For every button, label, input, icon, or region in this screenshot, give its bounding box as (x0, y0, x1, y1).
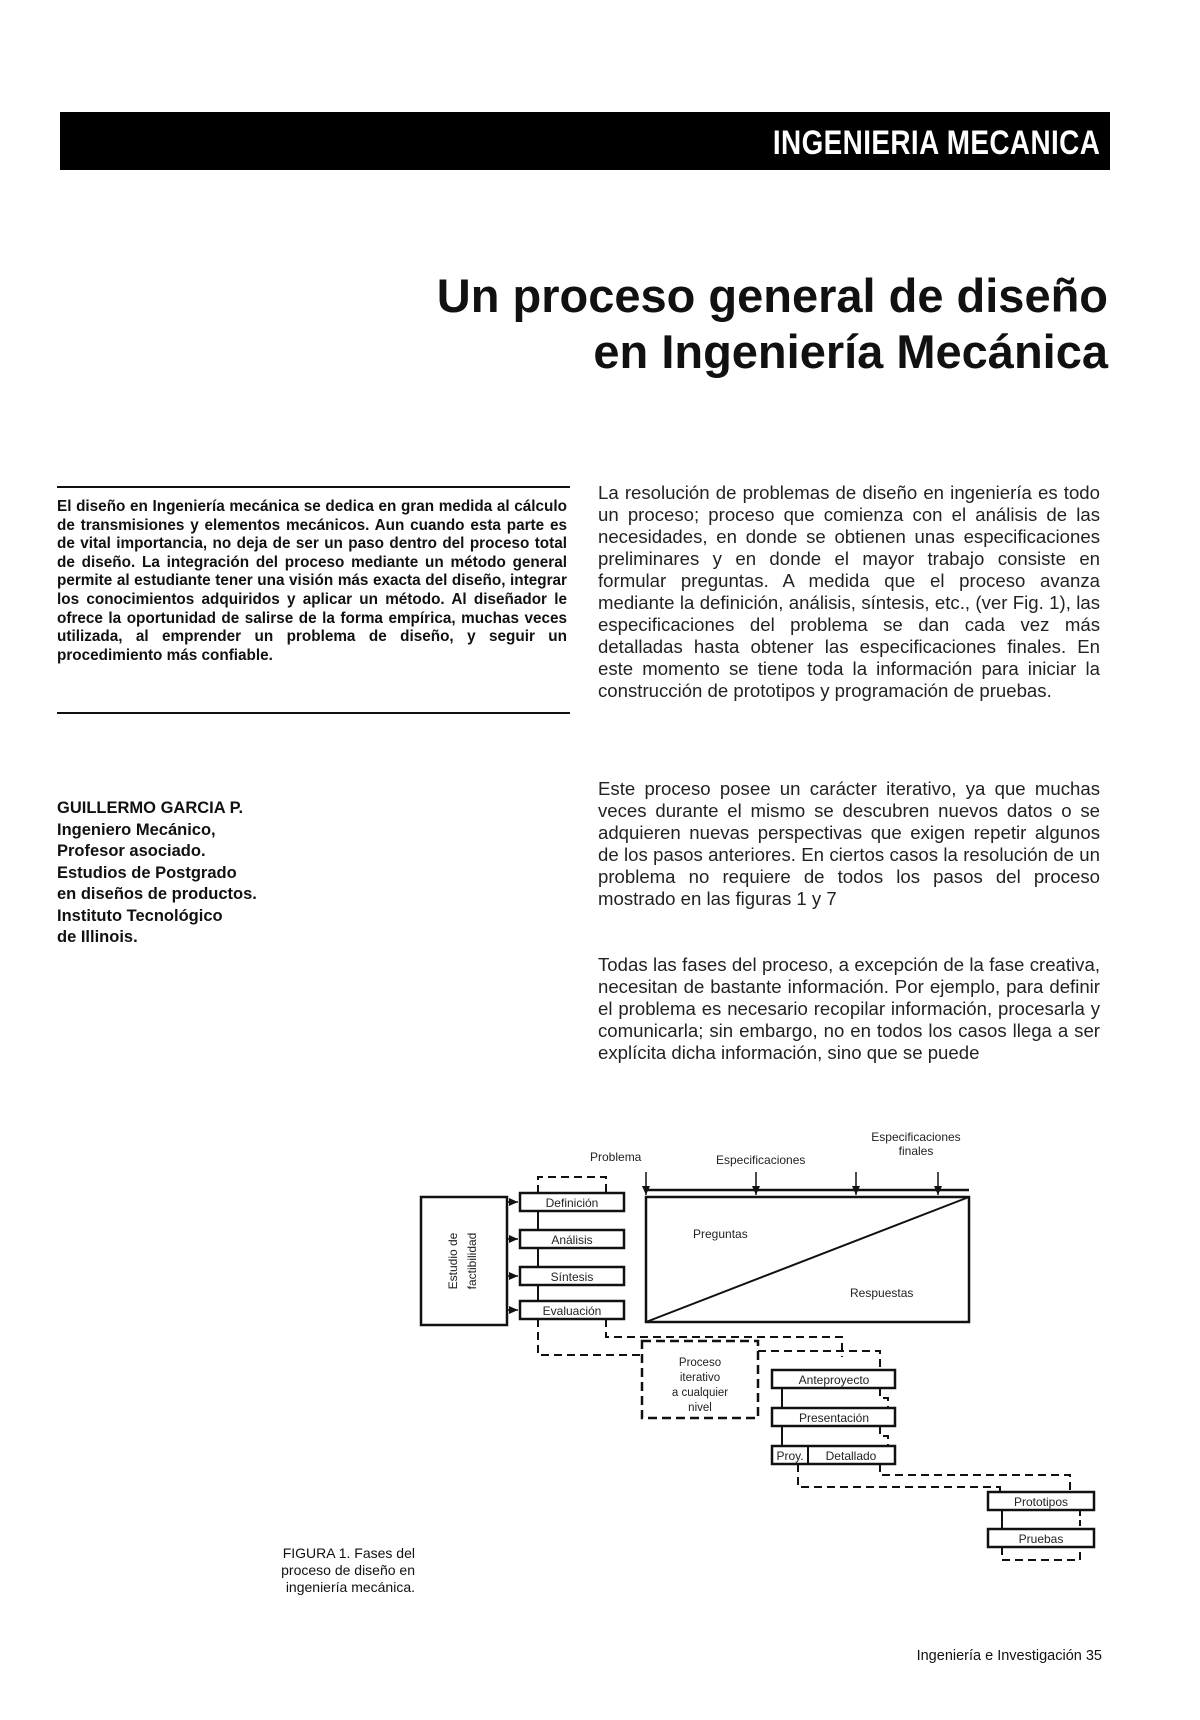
iterative-label: nivel (688, 1402, 712, 1414)
author-name: GUILLERMO GARCIA P. (57, 799, 244, 817)
author-line: Profesor asociado. (57, 842, 206, 860)
author-line: Instituto Tecnológico (57, 906, 223, 925)
abstract: El diseño en Ingeniería mecánica se dedica en gran medida al cálculo de transmisiones y elementos mecánicos. Aun cuando esta parte es de vital importancia, no deja de ser un paso dentro del proceso total de diseño. La integración del proceso mediante un método general permite al estudiante tener una visión más exacta del diseño, integrar los conocimientos adquiridos y aplicar un método. Al diseñador le ofrece la oportunidad de salirse de la forma empírica, muchas veces utilizada, al emprender un problema de diseño, y seguir un procedimiento más confiable. (57, 498, 567, 664)
body-paragraph-2: Este proceso posee un carácter iterativo, ya que muchas veces durante el mismo se descubren nuevos datos o se adquieren nuevas perspectivas que exigen repetir algunos de los pasos anteriores. En ciertos casos la resolución de un problema no requiere de todos los pasos del proceso mostrado en las figuras 1 y 7 (598, 778, 1100, 909)
body-paragraph-3: Todas las fases del proceso, a excepción de la fase creativa, necesitan de bastante información. Por ejemplo, para definir el problema es necesario recopilar información, procesarla y comunicarla; sin embargo, no en todos los casos llega a ser explícita dicha información, sino que se puede (598, 954, 1100, 1063)
phase-label: Síntesis (550, 1270, 594, 1284)
author-line: de Illinois. (57, 928, 138, 946)
label-problema: Problema (590, 1150, 642, 1164)
label-respuestas: Respuestas (850, 1286, 914, 1300)
feasibility-label-1: Estudio de (446, 1232, 460, 1290)
label-preguntas: Preguntas (693, 1227, 748, 1241)
feasibility-label-2: factibilidad (465, 1232, 479, 1290)
page-footer: Ingeniería e Investigación 35 (916, 1648, 1102, 1664)
title-line-2: en Ingeniería Mecánica (593, 325, 1108, 378)
figure-1 (410, 1115, 1110, 1620)
abstract-bottom-rule (57, 712, 570, 714)
final-stage-label: Prototipos (1013, 1495, 1069, 1509)
stage-label-proy: Proy. (776, 1449, 804, 1463)
stage-label-detallado: Detallado (825, 1449, 877, 1463)
author-line: Estudios de Postgrado (57, 863, 237, 882)
author-block (57, 798, 357, 949)
stage-label: Presentación (798, 1411, 870, 1425)
phase-label: Definición (545, 1196, 599, 1210)
label-especificaciones-finales: Especificaciones (871, 1130, 961, 1144)
design-process-diagram (410, 1115, 1110, 1620)
phase-label: Evaluación (542, 1304, 602, 1318)
final-stage-label: Pruebas (1018, 1532, 1064, 1546)
figure-caption: FIGURA 1. Fases del proceso de diseño en ingeniería mecánica. (281, 1545, 415, 1595)
iterative-label: iterativo (679, 1372, 721, 1384)
phase-label: Análisis (551, 1233, 593, 1247)
iterative-label: a cualquier (671, 1387, 729, 1399)
feasibility-box (421, 1197, 507, 1325)
title-line-1: Un proceso general de diseño (436, 269, 1108, 322)
author-line: Ingeniero Mecánico, (57, 820, 216, 839)
article-title (437, 268, 1108, 380)
stage-label: Anteproyecto (798, 1373, 870, 1387)
label-especificaciones: Especificaciones (716, 1153, 806, 1167)
abstract-top-rule (57, 486, 570, 488)
body-paragraph-1: La resolución de problemas de diseño en ingeniería es todo un proceso; proceso que comienza con el análisis de las necesidades, en donde se obtienen unas especificaciones preliminares y en donde el mayor trabajo consiste en formular preguntas. A medida que el proceso avanza mediante la definición, análisis, síntesis, etc., (ver Fig. 1), las especificaciones del problema se dan cada vez más detalladas hasta obtener las especificaciones finales. En este momento se tiene toda la información para iniciar la construcción de prototipos y programación de pruebas. (598, 482, 1100, 701)
iterative-label: Proceso (678, 1357, 722, 1369)
section-title: INGENIERIA MECANICA (772, 124, 1100, 162)
author-line: en diseños de productos. (57, 885, 257, 903)
label-finales: finales (898, 1144, 934, 1158)
